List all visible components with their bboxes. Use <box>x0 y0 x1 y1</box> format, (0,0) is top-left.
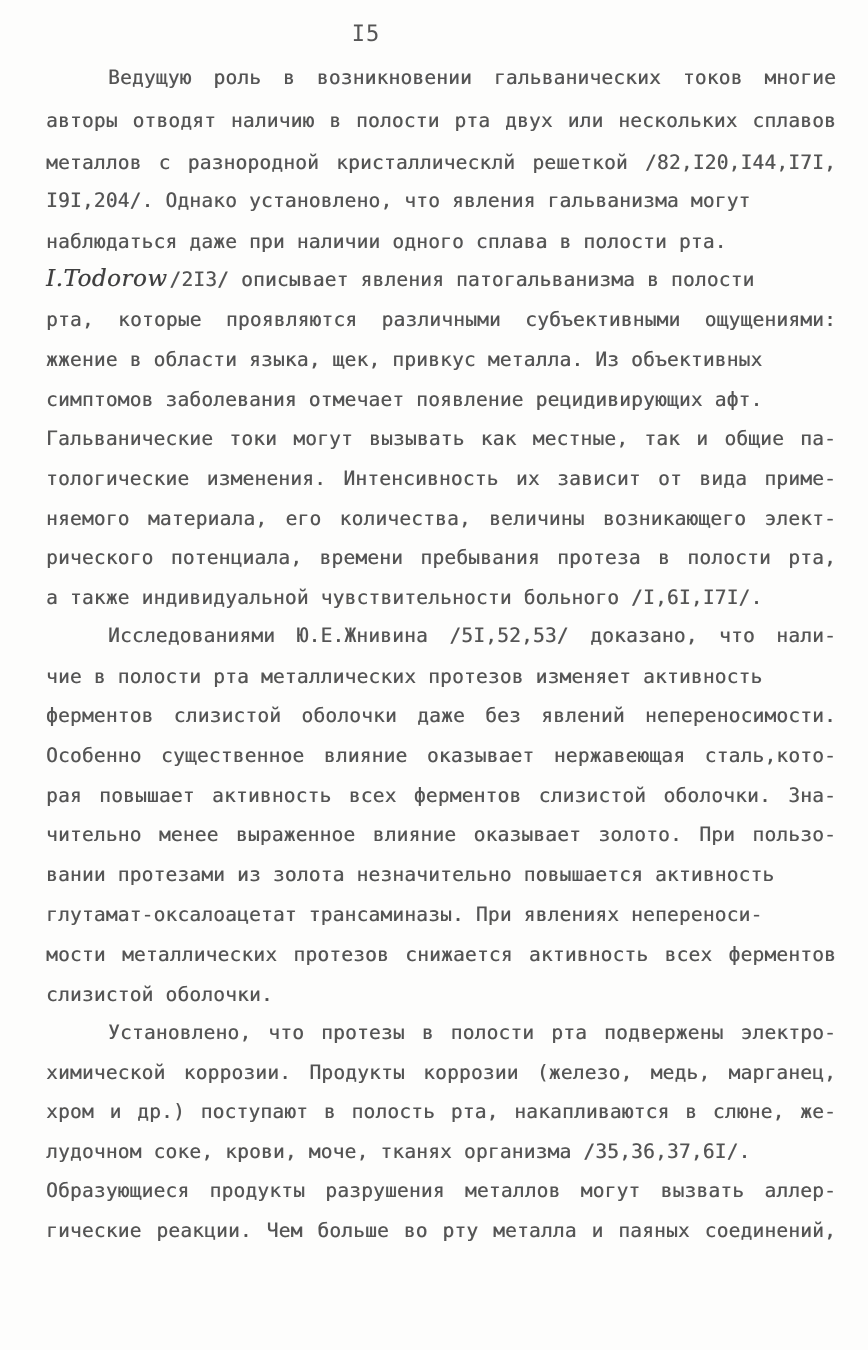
text-line: симптомов заболевания отмечает появление рецидивирующих афт. <box>46 388 763 411</box>
text-line: авторы отводят наличию в полости рта двух или нескольких сплавов <box>46 109 836 132</box>
text-line: Ведущую роль в возникновении гальванических токов многие <box>108 66 836 89</box>
text-line: а также индивидуальной чувствительности больного /I,6I,I7I/. <box>46 586 763 609</box>
text-line: чительно менее выраженное влияние оказывает золото. При пользо- <box>46 823 836 846</box>
text-line: лудочном соке, крови, моче, тканях организма /35,36,37,6I/. <box>46 1140 751 1163</box>
text-line: гические реакции. Чем больше во рту металла и паяных соединений, <box>46 1219 836 1242</box>
text-line: Гальванические токи могут вызывать как местные, так и общие па- <box>46 427 836 450</box>
page-number: I5 <box>351 22 381 47</box>
text-line: ферментов слизистой оболочки даже без явлений непереносимости. <box>46 704 836 727</box>
text-line: рая повышает активность всех ферментов слизистой оболочки. Зна- <box>46 784 836 807</box>
text-line: рта, которые проявляются различными субъективными ощущениями: <box>46 308 836 331</box>
text-line: Образующиеся продукты разрушения металлов могут вызвать аллер- <box>46 1179 836 1202</box>
text-line: рического потенциала, времени пребывания протеза в полости рта, <box>46 546 836 569</box>
text-line: тологические изменения. Интенсивность их зависит от вида приме- <box>46 467 836 490</box>
text-line: чие в полости рта металлических протезов изменяет активность <box>46 665 763 688</box>
text-line: мости металлических протезов снижается активность всех ферментов <box>46 943 836 966</box>
text-line: Установлено, что протезы в полости рта подвержены электро- <box>108 1021 836 1044</box>
text-line: Особенно существенное влияние оказывает нержавеющая сталь,кото- <box>46 744 836 767</box>
text-line: Исследованиями Ю.Е.Жнивина /5I,52,53/ доказано, что нали- <box>108 624 836 647</box>
text-line: хром и др.) поступают в полость рта, накапливаются в слюне, же- <box>46 1100 836 1123</box>
text-line: слизистой оболочки. <box>46 983 273 1006</box>
text-line: наблюдаться даже при наличии одного сплава в полости рта. <box>46 230 727 253</box>
text-line: няемого материала, его количества, величины возникающего элект- <box>46 507 836 530</box>
text-line: химической коррозии. Продукты коррозии (железо, медь, марганец, <box>46 1061 836 1084</box>
text-line: I9I,204/. Однако установлено, что явления гальванизма могут <box>46 189 751 212</box>
text-line: жжение в области языка, щек, привкус металла. Из объективных <box>46 348 763 371</box>
author-signature: I.Todorow <box>46 266 168 292</box>
text-line-with-signature <box>46 264 836 294</box>
text-line: /2I3/ описывает явления патогальванизма в полости <box>169 268 755 291</box>
text-line: глутамат-оксалоацетат трансаминазы. При явлениях непереноси- <box>46 903 763 926</box>
text-line: вании протезами из золота незначительно повышается активность <box>46 863 775 886</box>
text-line: металлов с разнородной кристаллическлй решеткой /82,I20,I44,I7I, <box>46 151 836 174</box>
